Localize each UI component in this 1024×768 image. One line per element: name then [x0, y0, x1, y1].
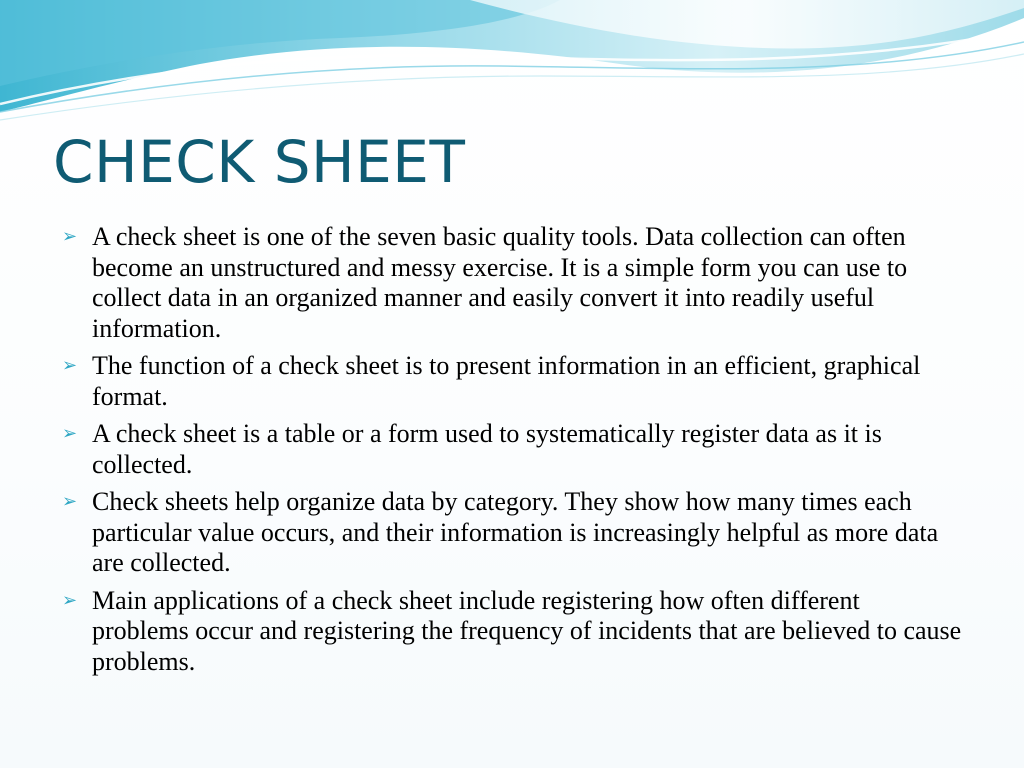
arrow-bullet-icon: ➢ [62, 589, 78, 611]
bullet-item [62, 351, 962, 412]
arrow-bullet-icon: ➢ [62, 423, 78, 444]
bullet-list [62, 222, 962, 684]
arrow-bullet-icon: ➢ [62, 355, 78, 376]
arrow-bullet-icon: ➢ [62, 491, 78, 512]
bullet-text: The function of a check sheet is to present information in an efficient, graphical format. [92, 351, 921, 411]
bullet-text: Main applications of a check sheet include registering how often different problems occur and registering the frequency of incidents that are believed to cause problems. [92, 585, 962, 676]
bullet-item [62, 419, 962, 480]
wave-decoration [0, 0, 1024, 130]
bullet-text: A check sheet is one of the seven basic quality tools. Data collection can often become an unstructured and messy exercise. It is a simple form you can use to collect data in an organized manner and easily convert it into readily useful information. [92, 222, 908, 343]
bullet-item [62, 487, 962, 579]
bullet-item [62, 222, 962, 344]
bullet-text: Check sheets help organize data by category. They show how many times each particular value occurs, and their information is increasingly helpful as more data are collected. [92, 487, 939, 577]
bullet-item [62, 586, 962, 678]
bullet-text: A check sheet is a table or a form used to systematically register data as it is collected. [92, 419, 882, 479]
arrow-bullet-icon: ➢ [62, 226, 78, 247]
slide-title: CHECK SHEET [53, 128, 466, 196]
